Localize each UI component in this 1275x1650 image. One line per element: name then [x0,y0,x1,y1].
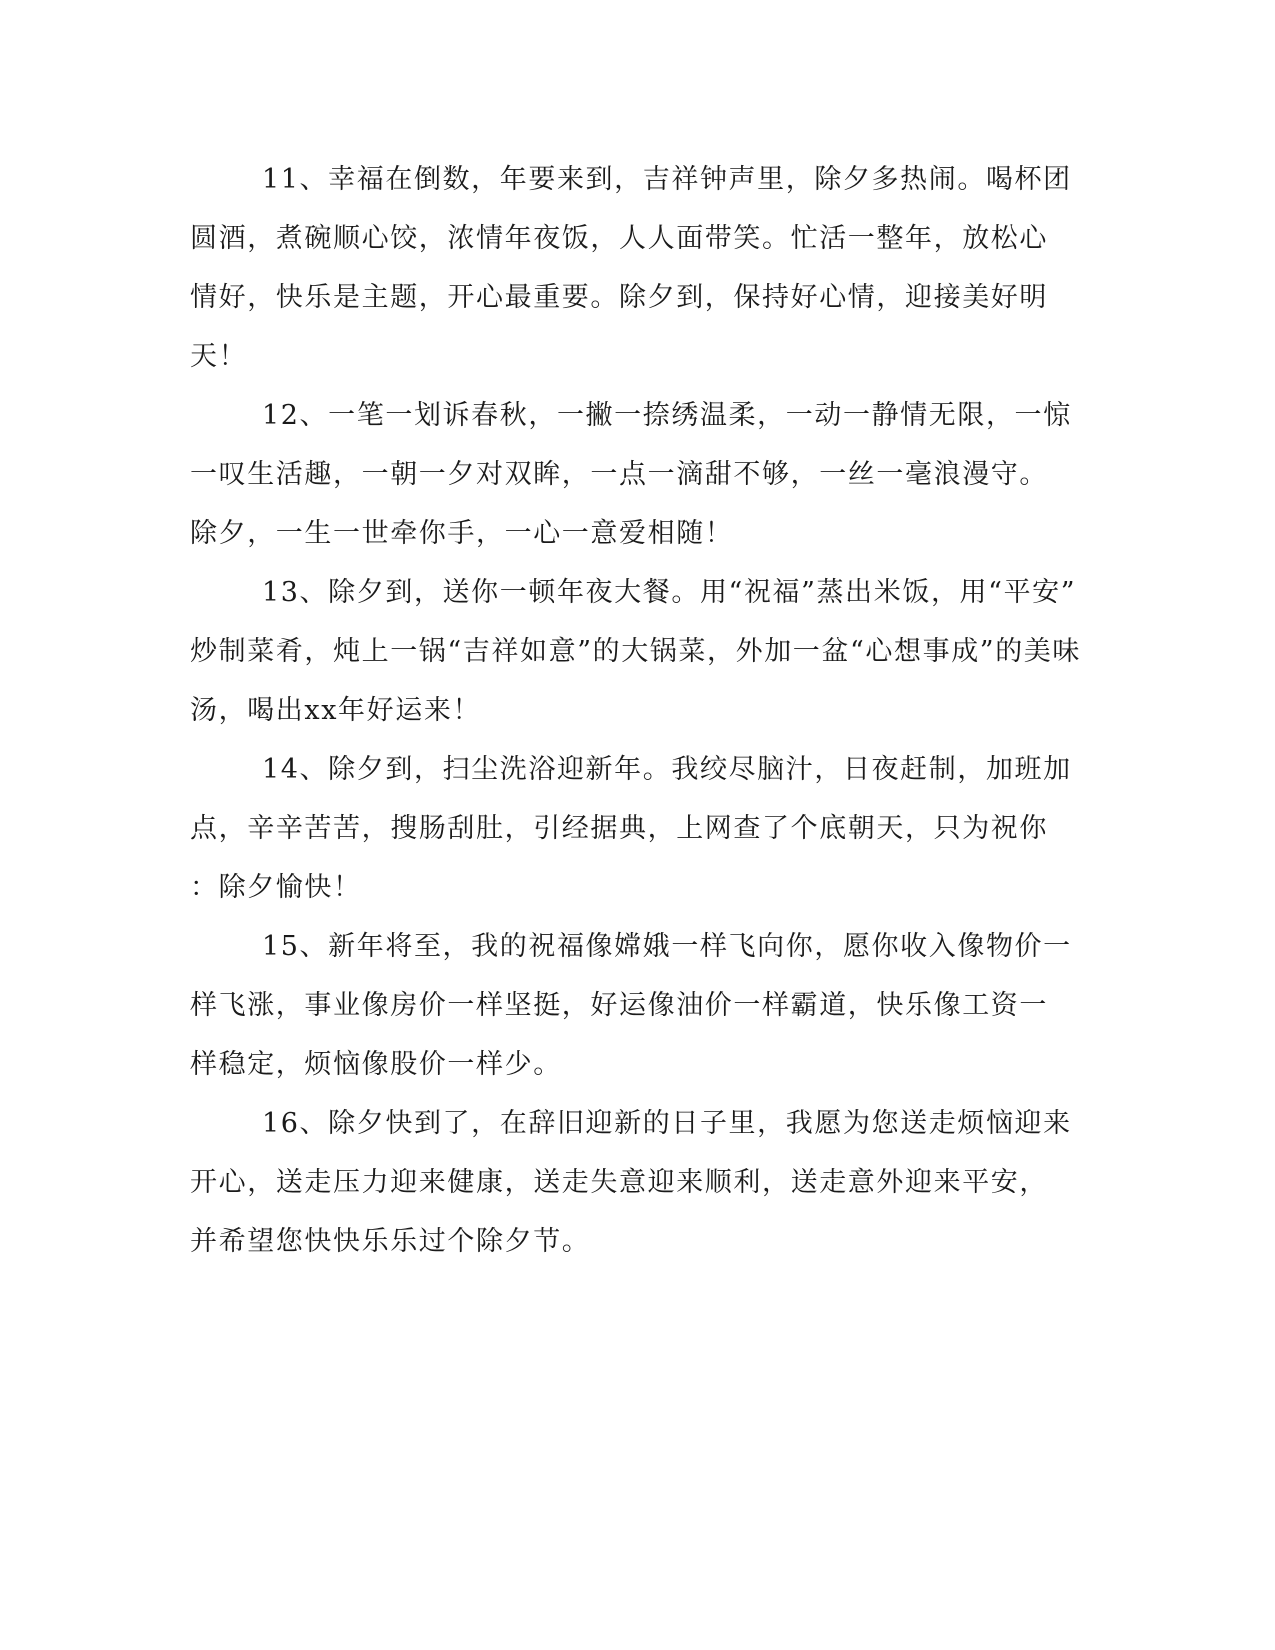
paragraph-14-line-3: ：除夕愉快！ [190,872,362,903]
paragraph-14-line-2: 点，辛辛苦苦，搜肠刮肚，引经据典，上网查了个底朝天，只为祝你 [190,813,1048,844]
paragraph-13-line-1: 13、除夕到，送你一顿年夜大餐。用“祝福”蒸出米饭，用“平安” [262,577,1077,608]
paragraph-16-line-2: 开心，送走压力迎来健康，送走失意迎来顺利，送走意外迎来平安， [190,1167,1048,1198]
paragraph-13-line-2: 炒制菜肴，炖上一锅“吉祥如意”的大锅菜，外加一盆“心想事成”的美味 [190,636,1082,667]
paragraph-12-line-2: 一叹生活趣，一朝一夕对双眸，一点一滴甜不够，一丝一毫浪漫守。 [190,459,1048,490]
paragraph-11-line-3: 情好，快乐是主题，开心最重要。除夕到，保持好心情，迎接美好明 [190,282,1048,313]
paragraph-11-line-1: 11、幸福在倒数，年要来到，吉祥钟声里，除夕多热闹。喝杯团 [262,164,1072,195]
paragraph-11-line-4: 天！ [190,341,248,372]
paragraph-13-line-3: 汤，喝出xx年好运来！ [190,695,482,726]
paragraph-14-line-1: 14、除夕到，扫尘洗浴迎新年。我绞尽脑汁，日夜赶制，加班加 [262,754,1072,785]
paragraph-15-line-3: 样稳定，烦恼像股价一样少。 [190,1049,562,1080]
paragraph-16-line-1: 16、除夕快到了，在辞旧迎新的日子里，我愿为您送走烦恼迎来 [262,1108,1072,1139]
paragraph-15-line-1: 15、新年将至，我的祝福像嫦娥一样飞向你，愿你收入像物价一 [262,931,1072,962]
paragraph-15-line-2: 样飞涨，事业像房价一样坚挺，好运像油价一样霸道，快乐像工资一 [190,990,1048,1021]
paragraph-11-line-2: 圆酒，煮碗顺心饺，浓情年夜饭，人人面带笑。忙活一整年，放松心 [190,223,1048,254]
paragraph-12-line-3: 除夕，一生一世牵你手，一心一意爱相随！ [190,518,734,549]
paragraph-12-line-1: 12、一笔一划诉春秋，一撇一捺绣温柔，一动一静情无限，一惊 [262,400,1072,431]
paragraph-16-line-3: 并希望您快快乐乐过个除夕节。 [190,1226,591,1257]
